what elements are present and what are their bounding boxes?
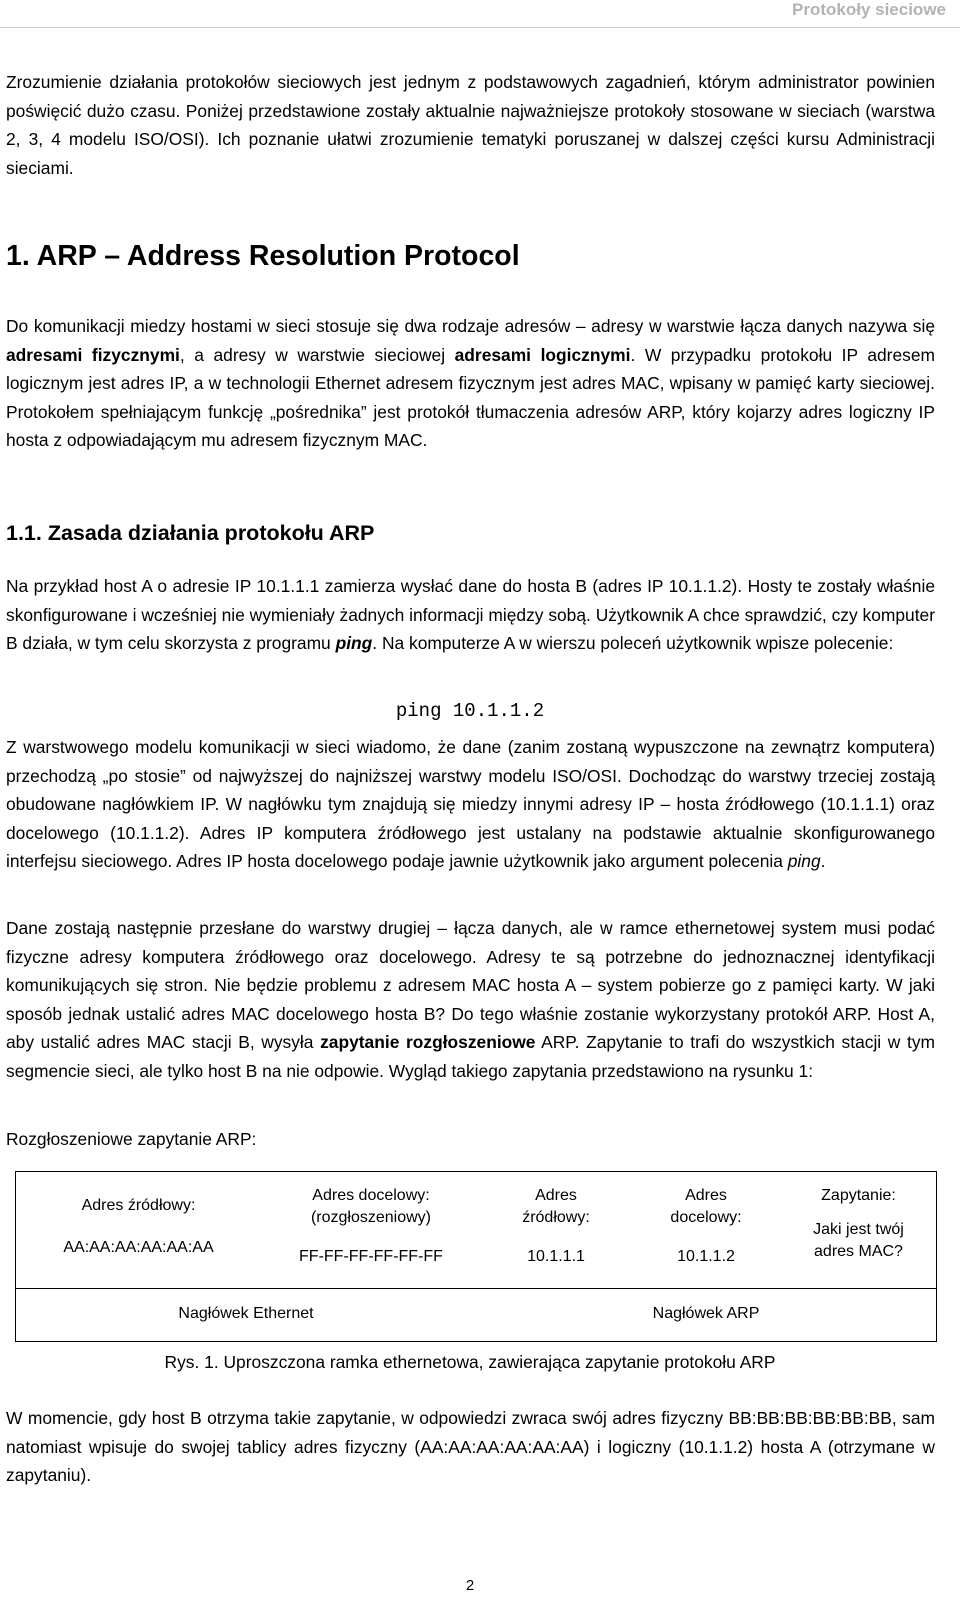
arp-frame-headers [15, 1288, 937, 1342]
term-ping: ping [335, 633, 373, 654]
figure-label: Rozgłoszeniowe zapytanie ARP: [6, 1129, 257, 1149]
example-paragraph: Na przykład host A o adresie IP 10.1.1.1 zamierza wysłać dane do hosta B (adres IP 10.1.1.2). Hosty te zostały właśnie skonfigurowane i wcześniej nie wymieniały żadnych informacji między sobą. Użytkownik A chce sprawdzić, czy komputer B działa, w tym celu skorzysta z programu ping. Na komputerze A w wierszu poleceń użytkownik wpisze polecenie: [6, 576, 935, 654]
figure-caption: Rys. 1. Uproszczona ramka ethernetowa, zawierająca zapytanie protokołu ARP [164, 1352, 776, 1372]
intro-paragraph: Zrozumienie działania protokołów sieciowych jest jednym z podstawowych zagadnień, którym administrator powinien poświęcić dużo czasu. Poniżej przedstawione zostały aktualnie najważniejsze protokoły stosowane w sieciach (warstwa 2, 3, 4 modelu ISO/OSI). Ich poznanie ułatwi zrozumienie tematyki poruszanej w dalszej części kursu Administracji sieciami. [6, 72, 935, 178]
data-link-paragraph: Dane zostają następnie przesłane do warstwy drugiej – łącza danych, ale w ramce ethernetowej system musi podać fizyczne adresy komputera źródłowego oraz docelowego. Adresy te są potrzebne do jednoznacznej identyfikacji komunikujących się stron. Nie będzie problemu z adresem MAC hosta A – system pobierze go z pamięci karty. W jaki sposób jednak ustalić adres MAC docelowego hosta B? Do tego właśnie zostanie wykorzystany protokół ARP. Host A, aby ustalić adres MAC stacji B, wysyła zapytanie rozgłoszeniowe ARP. Zapytanie to trafi do wszystkich stacji w tym segmencie sieci, ale tylko host B na nie odpowie. Wygląd takiego zapytania przedstawiono na rysunku 1: [6, 918, 935, 1081]
field-query: Zapytanie: Jaki jest twój adres MAC? [813, 1187, 904, 1260]
arp-frame-fields [15, 1171, 937, 1289]
subsection-heading-arp-principle: 1.1. Zasada działania protokołu ARP [6, 521, 375, 545]
term-broadcast-query: zapytanie rozgłoszeniowe [320, 1032, 536, 1053]
section-heading-arp: 1. ARP – Address Resolution Protocol [6, 240, 520, 272]
ethernet-header-label: Nagłówek Ethernet [178, 1305, 314, 1322]
page-number: 2 [465, 1577, 475, 1594]
term-physical-addresses: adresami fizycznymi [6, 344, 180, 365]
ping-command: ping 10.1.1.2 [395, 700, 545, 722]
running-header-title: Protokoły sieciowe [792, 0, 946, 19]
field-destination-mac: Adres docelowy: (rozgłoszeniowy) FF-FF-FF-FF-FF-FF [299, 1187, 443, 1265]
term-logical-addresses: adresami logicznymi [454, 344, 631, 365]
term-ping-italic: ping [787, 851, 821, 872]
arp-intro-paragraph: Do komunikacji miedzy hostami w sieci stosuje się dwa rodzaje adresów – adresy w warstwie łącza danych nazywa się adresami fizycznymi, a adresy w warstwie sieciowej adresami logicznymi. W przypadku protokołu IP adresem logicznym jest adres IP, a w technologii Ethernet adresem fizycznym jest adres MAC, wpisany w pamięć karty sieciowej. Protokołem spełniającym funkcję „pośrednika” jest protokół tłumaczenia adresów ARP, który kojarzy adres logiczny IP hosta z odpowiadającym mu adresem fizycznym MAC. [6, 316, 935, 451]
field-source-mac: Adres źródłowy: AA:AA:AA:AA:AA:AA [63, 1197, 214, 1256]
field-destination-ip: Adres docelowy: 10.1.1.2 [670, 1187, 742, 1265]
layers-paragraph: Z warstwowego modelu komunikacji w sieci wiadomo, że dane (zanim zostaną wypuszczone na zewnątrz komputera) przechodzą „po stosie” od najwyższej do najniższej warstwy modelu ISO/OSI. Dochodząc do warstwy trzeciej zostają obudowane nagłówkiem IP. W nagłówku tym znajdują się miedzy innymi adresy IP – hosta źródłowego (10.1.1.1) oraz docelowego (10.1.1.2). Adres IP komputera źródłowego jest ustalany na podstawie aktualnie skonfigurowanego interfejsu sieciowego. Adres IP hosta docelowego podaje jawnie użytkownik jako argument polecenia ping. [6, 737, 935, 872]
reply-paragraph: W momencie, gdy host B otrzyma takie zapytanie, w odpowiedzi zwraca swój adres fizyczny BB:BB:BB:BB:BB:BB, sam natomiast wpisuje do swojej tablicy adres fizyczny (AA:AA:AA:AA:AA:AA) i logiczny (10.1.1.2) hosta A (otrzymane w zapytaniu). [6, 1408, 935, 1486]
field-source-ip: Adres źródłowy: 10.1.1.1 [522, 1187, 590, 1265]
header-divider [0, 27, 960, 28]
arp-header-label: Nagłówek ARP [652, 1305, 760, 1322]
